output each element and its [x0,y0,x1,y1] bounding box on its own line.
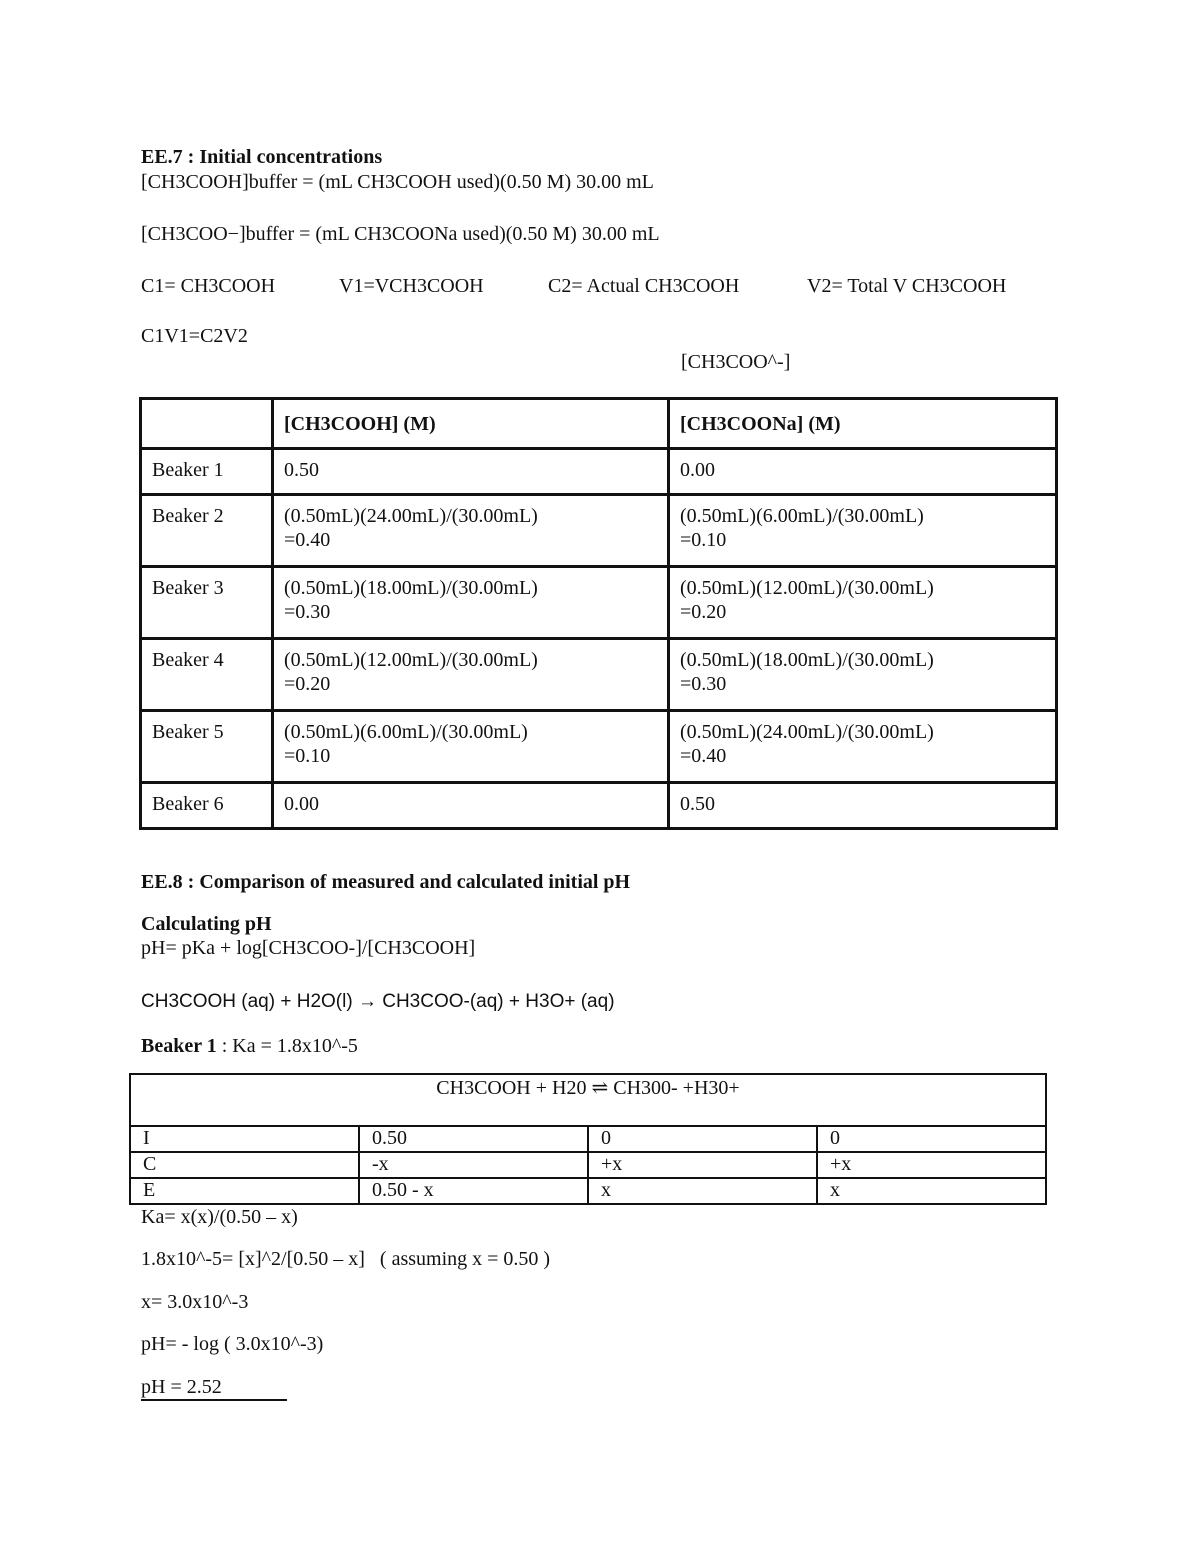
ph-result: pH = 2.52 [141,1375,287,1401]
ice-cell: -x [359,1152,588,1178]
concentration-table [139,397,1058,830]
ka-expression: Ka= x(x)/(0.50 – x) [141,1206,298,1228]
table-row [141,711,1057,783]
table-row [141,449,1057,495]
ee7-base-formula: [CH3COO−]buffer = (mL CH3COONa used)(0.50 M) 30.00 mL [141,223,660,245]
beaker-label: Beaker 6 [141,783,273,829]
ice-title-row [130,1074,1046,1126]
beaker-label: Beaker 1 [141,449,273,495]
table-row [130,1152,1046,1178]
acid-result: =0.20 [284,673,331,695]
ice-cell: +x [588,1152,817,1178]
beaker-label: Beaker 5 [141,711,273,783]
ice-cell: 0 [817,1126,1046,1152]
base-cell [669,567,1057,639]
table-row [141,567,1057,639]
base-cell [669,449,1057,495]
table-row [130,1178,1046,1204]
acid-result: =0.30 [284,601,331,623]
table-row [141,639,1057,711]
table-row [141,495,1057,567]
table-row [130,1126,1046,1152]
beaker1-label: Beaker 1 [141,1035,217,1057]
acid-result: =0.40 [284,529,331,551]
acid-expression: (0.50mL)(6.00mL)/(30.00mL) [284,721,528,743]
base-expression: (0.50mL)(24.00mL)/(30.00mL) [680,721,934,743]
acid-cell [273,567,669,639]
beaker-label: Beaker 4 [141,639,273,711]
table-row [141,783,1057,829]
beaker-label: Beaker 2 [141,495,273,567]
acid-value: 0.00 [284,793,319,815]
base-result: =0.30 [680,673,727,695]
ice-cell: x [817,1178,1046,1204]
acid-cell [273,711,669,783]
acid-expression: (0.50mL)(18.00mL)/(30.00mL) [284,577,538,599]
acid-expression: (0.50mL)(24.00mL)/(30.00mL) [284,505,538,527]
ee8-heading: EE.8 : Comparison of measured and calculated initial pH [141,871,631,893]
base-result: =0.20 [680,601,727,623]
header-acid: [CH3COOH] (M) [273,399,669,449]
reaction-equation: CH3COOH (aq) + H2O(l) → CH3COO-(aq) + H3O+ (aq) [141,991,615,1012]
dilution-formula: C1V1=C2V2 [141,325,248,347]
beaker-label: Beaker 3 [141,567,273,639]
ph-log-expression: pH= - log ( 3.0x10^-3) [141,1333,324,1355]
base-cell [669,783,1057,829]
base-result: =0.10 [680,529,727,551]
ice-cell: +x [817,1152,1046,1178]
ice-cell: E [130,1178,359,1204]
ee7-acid-formula: [CH3COOH]buffer = (mL CH3COOH used)(0.50 M) 30.00 mL [141,171,654,193]
acid-cell [273,495,669,567]
acid-value: 0.50 [284,459,319,481]
beaker1-ka: : Ka = 1.8x10^-5 [216,1035,358,1057]
base-value: 0.00 [680,459,715,481]
base-cell [669,639,1057,711]
beaker1-line [141,1034,358,1058]
table-header-row [141,399,1057,449]
x-value: x= 3.0x10^-3 [141,1291,249,1313]
acid-cell [273,783,669,829]
def-v1: V1=VCH3COOH [339,275,484,297]
ice-cell: 0.50 - x [359,1178,588,1204]
ee7-heading: EE.7 : Initial concentrations [141,146,383,168]
ice-table [129,1073,1047,1205]
ka-substitution: 1.8x10^-5= [x]^2/[0.50 – x] ( assuming x = 0.50 ) [141,1248,551,1270]
base-expression: (0.50mL)(6.00mL)/(30.00mL) [680,505,924,527]
ice-cell: 0.50 [359,1126,588,1152]
ice-cell: 0 [588,1126,817,1152]
base-expression: (0.50mL)(18.00mL)/(30.00mL) [680,649,934,671]
ice-cell: x [588,1178,817,1204]
acid-cell [273,639,669,711]
base-result: =0.40 [680,745,727,767]
ee8-subheading: Calculating pH [141,913,272,935]
floating-label: [CH3COO^-] [681,351,791,373]
def-v2: V2= Total V CH3COOH [807,275,1007,297]
base-value: 0.50 [680,793,715,815]
ph-result-line [141,1375,287,1401]
base-expression: (0.50mL)(12.00mL)/(30.00mL) [680,577,934,599]
acid-cell [273,449,669,495]
acid-result: =0.10 [284,745,331,767]
def-c1: C1= CH3COOH [141,275,276,297]
header-cell [141,399,273,449]
ice-cell: C [130,1152,359,1178]
acid-expression: (0.50mL)(12.00mL)/(30.00mL) [284,649,538,671]
def-c2: C2= Actual CH3COOH [548,275,740,297]
henderson-equation: pH= pKa + log[CH3COO-]/[CH3COOH] [141,937,476,959]
ice-cell: I [130,1126,359,1152]
base-cell [669,711,1057,783]
base-cell [669,495,1057,567]
ice-title: CH3COOH + H20 ⇌ CH300- +H30+ [130,1074,1046,1126]
header-base: [CH3COONa] (M) [669,399,1057,449]
